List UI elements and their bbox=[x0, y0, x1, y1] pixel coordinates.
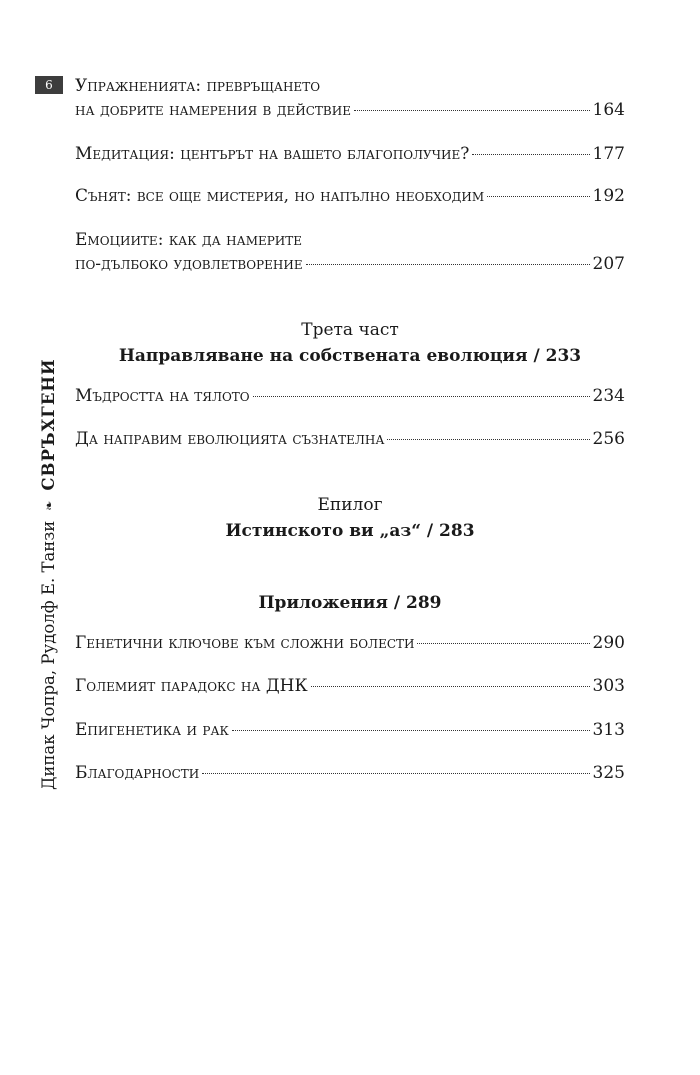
entry-title-line1: Емоциите: как да намерите bbox=[75, 230, 303, 250]
dot-leader bbox=[472, 154, 589, 155]
entry-page: 234 bbox=[592, 386, 625, 406]
entry-page: 303 bbox=[592, 676, 625, 696]
author-names: Дипак Чопра, Рудолф Е. Танзи bbox=[39, 520, 58, 790]
epilogue-label: Епилог bbox=[317, 495, 383, 515]
toc-entry bbox=[75, 674, 625, 698]
entry-title: на добрите намерения в действие bbox=[75, 100, 351, 120]
entry-title: Благодарности bbox=[75, 763, 200, 783]
entry-page: 207 bbox=[592, 254, 625, 274]
book-title: СВРЪХГЕНИ bbox=[39, 358, 58, 491]
fleuron-icon: ❧ bbox=[42, 500, 56, 511]
toc-entry bbox=[75, 427, 625, 451]
entry-page: 164 bbox=[592, 100, 625, 120]
dot-leader bbox=[232, 730, 590, 731]
toc-entry bbox=[75, 228, 625, 276]
epilogue-title: Истинското ви „аз“ / 283 bbox=[225, 521, 475, 541]
entry-page: 290 bbox=[592, 633, 625, 653]
entry-title: Да направим еволюцията съзнателна bbox=[75, 429, 385, 449]
dot-leader bbox=[306, 264, 590, 265]
entry-title: Сънят: все още мистерия, но напълно необходим bbox=[75, 186, 485, 206]
toc-entry bbox=[75, 384, 625, 408]
toc-entry bbox=[75, 184, 625, 208]
dot-leader bbox=[417, 643, 589, 644]
entry-page: 177 bbox=[592, 144, 625, 164]
page-number: 6 bbox=[35, 76, 63, 94]
entry-title: Генетични ключове към сложни болести bbox=[75, 633, 415, 653]
dot-leader bbox=[487, 196, 589, 197]
dot-leader bbox=[253, 396, 590, 397]
entry-title: Медитация: центърът на вашето благополучие? bbox=[75, 144, 470, 164]
running-header bbox=[37, 358, 61, 790]
toc-entry bbox=[75, 631, 625, 655]
entry-page: 256 bbox=[592, 429, 625, 449]
dot-leader bbox=[202, 773, 589, 774]
part-title: Направляване на собствената еволюция / 233 bbox=[118, 346, 582, 366]
part-label: Трета част bbox=[301, 320, 399, 340]
entry-title: Мъдростта на тялото bbox=[75, 386, 250, 406]
entry-page: 192 bbox=[592, 186, 625, 206]
entry-page: 313 bbox=[592, 720, 625, 740]
entry-title: Големият парадокс на ДНК bbox=[75, 676, 308, 696]
toc-entry bbox=[75, 761, 625, 785]
toc-entry bbox=[75, 718, 625, 742]
toc-entry bbox=[75, 74, 625, 122]
entry-page: 325 bbox=[592, 763, 625, 783]
entry-title: Епигенетика и рак bbox=[75, 720, 229, 740]
dot-leader bbox=[311, 686, 590, 687]
dot-leader bbox=[387, 439, 589, 440]
entry-title: по-дълбоко удовлетворение bbox=[75, 254, 303, 274]
toc-entry bbox=[75, 142, 625, 166]
entry-title-line1: Упражненията: превръщането bbox=[75, 76, 321, 96]
appendix-title: Приложения / 289 bbox=[258, 593, 442, 613]
dot-leader bbox=[354, 110, 590, 111]
